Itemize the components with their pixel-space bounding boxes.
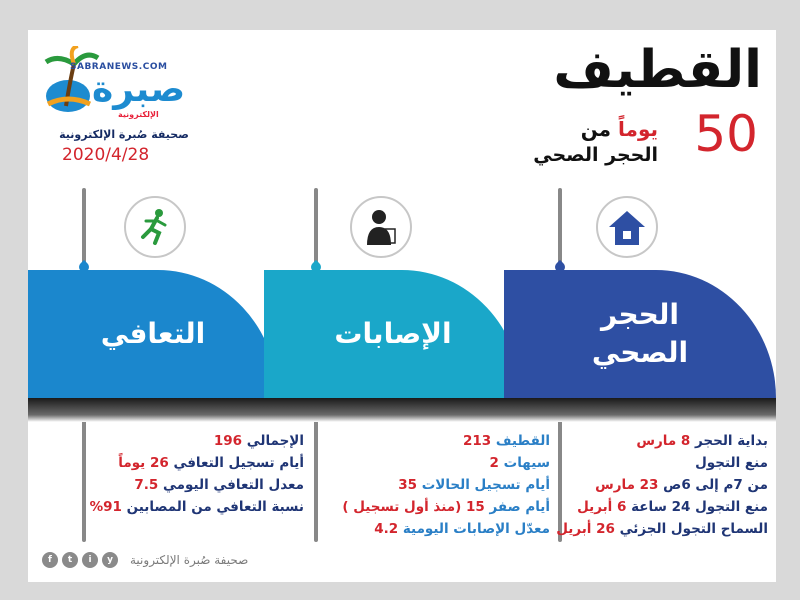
logo [40,40,190,140]
quarantine-icon-badge [596,196,658,258]
list-item: معدّل الإصابات اليومية 4.2 [374,521,550,537]
days-from: من [580,117,612,141]
banner-shadow [522,398,776,422]
recovery-stats [90,430,304,518]
footer [42,552,248,568]
logo-site-text: SABRANEWS.COM [70,62,168,72]
quarantine-banner [504,270,776,398]
list-item: الإجمالي 196 [213,433,304,449]
days-caption-line2: الحجر الصحي [533,144,658,166]
recovery-banner [28,270,278,398]
logo-tagline: صحيفة صُبرة الإلكترونية [59,128,189,141]
page-title: القطيف [553,40,762,100]
infographic-card [28,30,776,582]
logo-wordmark: صبرة [92,69,186,110]
cases-banner [264,270,522,398]
recovery-icon-badge [124,196,186,258]
quarantine-stats [556,430,768,540]
list-item: السماح التجول الجزئي 26 أبريل [556,521,768,537]
list-item: أيام تسجيل التعافي 26 يوماً [118,455,304,471]
facebook-icon[interactable]: f [42,552,58,568]
quarantine-label-line1: الحجر [601,298,679,331]
house-icon [605,207,649,247]
runner-icon [135,207,175,247]
twitter-icon[interactable]: t [62,552,78,568]
date-label: 2020/4/28 [62,145,150,165]
youtube-icon[interactable]: y [102,552,118,568]
list-item: من 7م إلى 6ص 23 مارس [595,477,768,493]
divider-line [314,188,318,264]
list-item: القطيف 213 [462,433,550,449]
list-item: معدل التعافي اليومي 7.5 [134,477,304,493]
quarantine-label-line2: الصحي [591,336,689,369]
logo-subtitle: الإلكترونية [118,110,159,119]
palm-tree-icon [40,46,100,116]
divider-line [558,188,562,264]
list-item: أيام تسجيل الحالات 35 [398,477,550,493]
instagram-icon[interactable]: i [82,552,98,568]
list-item: نسبة التعافي من المصابين 91% [89,499,304,515]
cases-stats [342,430,550,540]
footer-text: صحيفة صُبرة الإلكترونية [130,553,249,567]
patient-icon [361,207,401,247]
list-item: أيام صفر 15 (منذ أول تسجيل ) [342,499,550,515]
recovery-label: التعافي [100,317,206,350]
days-caption-line1 [581,116,658,142]
list-item: منع التجول 24 ساعة 6 أبريل [577,499,768,515]
banner-shadow [278,398,522,422]
cases-label: الإصابات [334,317,452,350]
divider-line [82,188,86,264]
list-item: منع التجول [695,455,768,471]
cases-icon-badge [350,196,412,258]
days-count: 50 [694,105,758,163]
banner-shadow [28,398,278,422]
days-word: يوماً [618,117,658,141]
list-item: سيهات 2 [489,455,550,471]
list-item: بداية الحجر 8 مارس [636,433,768,449]
